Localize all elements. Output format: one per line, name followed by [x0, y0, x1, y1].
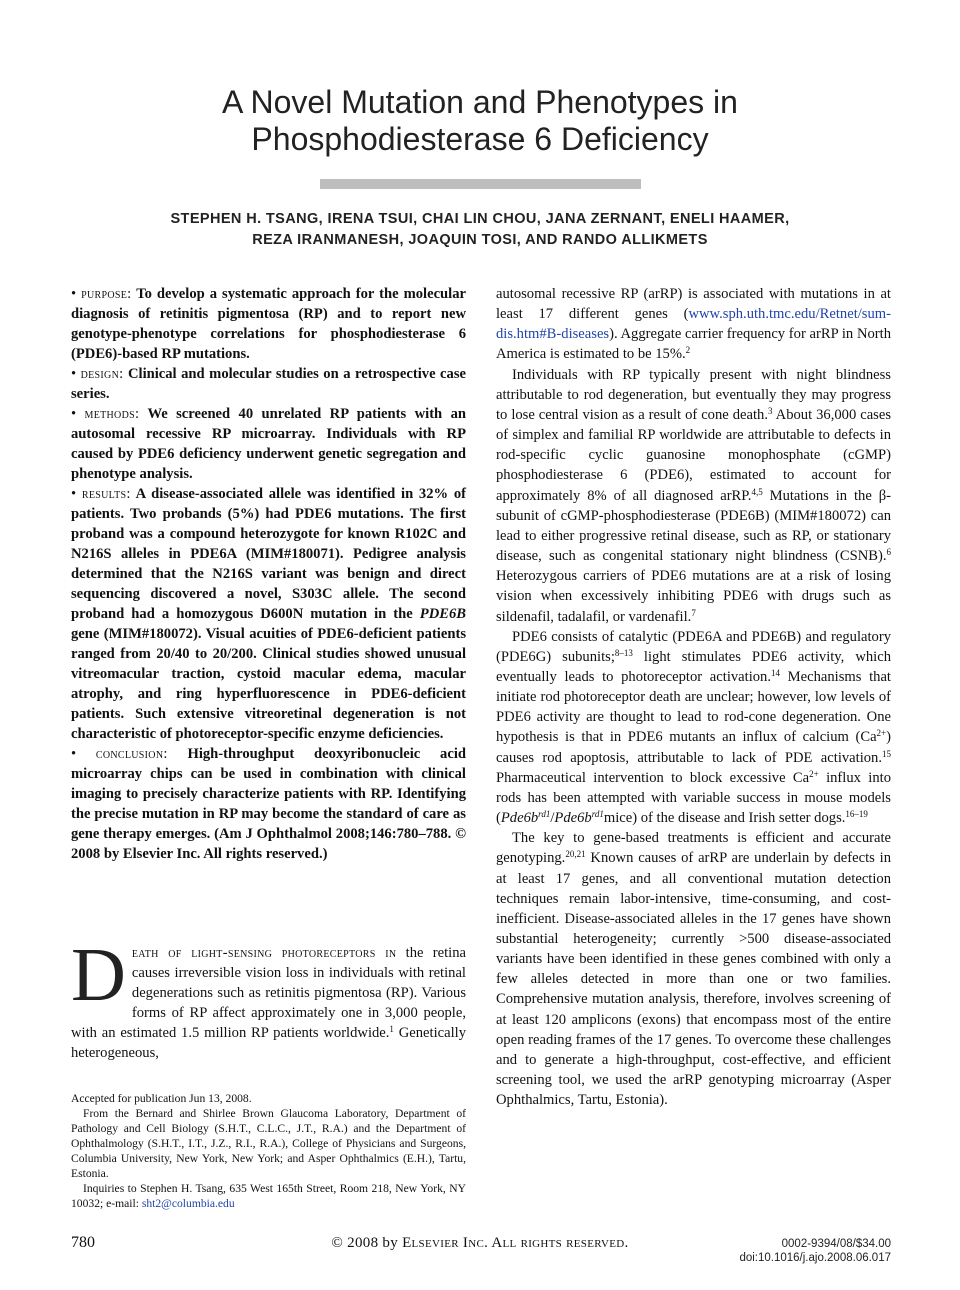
issn: 0002-9394/08/$34.00 [781, 1238, 891, 1250]
citation-ref[interactable]: 7 [691, 607, 696, 618]
issn-doi-block [739, 1237, 891, 1265]
citation-ref[interactable]: 6 [886, 547, 891, 558]
title-divider-bar [320, 179, 641, 189]
abstract-results [71, 484, 466, 744]
copyright-prefix: © 2008 by [331, 1235, 403, 1251]
p1-text-a: autosomal recessive RP (arRP) is associated with mutations in at least 17 different genes ( [496, 286, 891, 323]
inquiries-text: Inquiries to Stephen H. Tsang, 635 West 165th Street, Room 218, New York, NY 10032; e-mail: [71, 1182, 466, 1210]
author-list [0, 209, 960, 251]
citation-ref[interactable]: 4,5 [751, 486, 763, 497]
citation-ref[interactable]: 8–13 [614, 647, 633, 658]
p2-text-d: Heterozygous carriers of PDE6 mutations are at a risk of losing vision when excessively inhibiting PDE6 with drugs such as sildenafil, tadalafil, or vardenafil. [496, 568, 891, 625]
bullet-icon: • [71, 406, 77, 422]
abstract [71, 284, 466, 864]
retnet-link[interactable]: www.sph.uth.tmc.edu/Retnet/sum-dis.htm#B-diseases [496, 306, 891, 343]
conclusion-text: High-throughput deoxyribonucleic acid microarray chips can be used in combination with clinical imaging to precisely characterize patients with RP. Identifying the precise mutation in RP may become the standard of care as gene therapy emerges. [71, 746, 466, 842]
copyright-holder: Elsevier Inc. All rights reserved. [402, 1235, 629, 1251]
citation-ref[interactable]: 20,21 [565, 849, 586, 860]
allele-superscript: rd1 [591, 809, 604, 820]
intro-lead: eath of light-sensing photoreceptors in [131, 945, 397, 961]
p2-text-b: About 36,000 cases of simplex and familial RP worldwide are attributable to defects in rod-specific cyclic guanosine monophosphate (cGMP) phosphodiesterase 6 (PDE6), estimated to account for approximately 8% of all diagnosed arRP. [496, 406, 892, 504]
email-link[interactable]: sht2@columbia.edu [141, 1197, 235, 1210]
abstract-methods [71, 404, 466, 484]
design-text: Clinical and molecular studies on a retrospective case series. [71, 366, 466, 402]
footnotes [71, 1091, 466, 1211]
p3-text-c: Mechanisms that initiate rod photoreceptor death are unclear; however, low levels of PDE6 activity are thought to lead to rod-cone degeneration. One hypothesis is that in PDE6 mutants an influx of calcium (Ca [496, 668, 891, 746]
p3-text-b: light stimulates PDE6 activity, which eventually leads to photoreceptor activation. [496, 648, 892, 685]
methods-text: We screened 40 unrelated RP patients with an autosomal recessive RP microarray. Individuals with RP caused by PDE6 deficiency underwent genetic segregation and phenotype analysis. [71, 406, 466, 482]
p3-text-g: mice) of the disease and Irish setter dogs. [603, 810, 846, 827]
gene-italic: Pde6b [500, 810, 539, 827]
citation-ref[interactable]: 1 [389, 1024, 394, 1034]
body-paragraph-1 [496, 284, 891, 365]
abstract-purpose [71, 284, 466, 364]
abstract-design [71, 364, 466, 404]
title-line-2: Phosphodiesterase 6 Deficiency [251, 121, 709, 157]
bullet-icon: • [71, 366, 77, 382]
citation-ref[interactable]: 14 [771, 667, 780, 678]
citation-ref[interactable]: 15 [882, 748, 891, 759]
slash: / [550, 810, 555, 827]
bullet-icon: • [71, 746, 77, 762]
p2-text-a: Individuals with RP typically present with night blindness attributable to rod degeneration, but eventually they may progress to lose central vision as a result of cone death. [496, 366, 891, 423]
article-title [0, 84, 960, 158]
purpose-label: purpose: [81, 286, 132, 302]
footnote-accepted: Accepted for publication Jun 13, 2008. [71, 1092, 252, 1105]
results-label: results: [81, 486, 131, 502]
abstract-citation: (Am J Ophthalmol 2008;146:780–788. © 2008 by Elsevier Inc. All rights reserved.) [71, 826, 467, 862]
superscript: 2+ [809, 768, 819, 779]
p3-text-d: ) causes rod apoptosis, attributable to lack of PDE activation. [496, 729, 891, 766]
bullet-icon: • [71, 286, 77, 302]
p3-text-f: influx into rods has been attempted with variable success in mouse models ( [496, 769, 891, 827]
results-gene: PDE6B [419, 606, 466, 622]
authors-line-1: STEPHEN H. TSANG, IRENA TSUI, CHAI LIN CHOU, JANA ZERNANT, ENELI HAAMER, [170, 211, 790, 227]
right-column [496, 284, 891, 1110]
body-paragraph-3 [496, 627, 891, 829]
title-line-1: A Novel Mutation and Phenotypes in [222, 84, 738, 120]
p3-text-e: Pharmaceutical intervention to block excessive Ca [496, 769, 810, 786]
citation-ref[interactable]: 16–19 [845, 809, 868, 820]
conclusion-label: conclusion: [95, 746, 168, 762]
footnote-inquiries [71, 1181, 466, 1211]
p1-text-b: ). Aggregate carrier frequency for arRP in North America is estimated to be 15%. [496, 326, 891, 363]
citation-ref[interactable]: 3 [767, 405, 773, 416]
intro-paragraph [71, 933, 466, 1063]
methods-label: methods: [84, 406, 140, 422]
results-text-b: gene (MIM#180072). Visual acuities of PDE6-deficient patients ranged from 20/40 to 20/200. Clinical studies showed unusual vitreomacular traction, cystoid macular edema, macular atrophy, and ring hyperfluorescence in PDE6-deficient patients. Such extensive vitreoretinal degeneration is not characteristic of photoreceptor-specific enzyme deficiencies. [71, 626, 466, 742]
page-number: 780 [71, 1234, 95, 1251]
results-text-a: A disease-associated allele was identified in 32% of patients. Two probands (5%) had PDE6 mutations. The first proband was a compound heterozygote for known R102C and N216S alleles in PDE6A (MIM#180071). Pedigree analysis determined that the N216S variant was benign and direct sequencing discovered a novel, S303C allele. The second proband had a homozygous D600N mutation in the [71, 486, 466, 622]
superscript: 2+ [876, 728, 887, 739]
bullet-icon: • [71, 486, 77, 502]
abstract-conclusion [71, 744, 466, 864]
p4-text-a: The key to gene-based treatments is efficient and accurate genotyping. [496, 830, 891, 867]
footnote-affiliation: From the Bernard and Shirlee Brown Glaucoma Laboratory, Department of Pathology and Cell Biology (S.H.T., C.L.C., J.T., R.A.) and the Department of Ophthalmology (S.H.T., I.T., J.Z., R.I., R.A.), College of Physicians and Surgeons, Columbia University, New York, New York; and Asper Ophthalmics (E.H.), Tartu, Estonia. [71, 1107, 466, 1180]
allele-superscript: rd1 [538, 809, 551, 820]
p2-text-c: Mutations in the β-subunit of cGMP-phosphodiesterase (PDE6B) (MIM#180072) can lead to either progressive retinal disease, such as RP, or stationary disease, such as congenital stationary night blindness (CSNB). [496, 487, 891, 565]
purpose-text: To develop a systematic approach for the molecular diagnosis of retinitis pigmentosa (RP) and to report new genotype-phenotype correlations for phosphodiesterase 6 (PDE6)-based RP mutations. [71, 286, 466, 362]
authors-line-2: REZA IRANMANESH, JOAQUIN TOSI, AND RANDO ALLIKMETS [252, 232, 708, 248]
design-label: design: [80, 366, 124, 382]
p4-text-b: Known causes of arRP are underlain by defects in at least 17 genes, and all conventional mutation detection techniques remain labor-intensive, time-consuming, and cost-inefficient. Disease-associated alleles in the 17 genes have shown substantial heterogeneity; currently >500 disease-associated variants have been identified in these genes combined with only a few alleles detected in more than one or two families. Comprehensive mutation analysis, therefore, involves screening of at least 120 amplicons (exons) that encompass most of the entire open reading frames of the 17 genes. To overcome these challenges and to generate a high-throughput, cost-effective, and efficient screening tool, we used the arRP genotyping microarray (Asper Ophthalmics, Tartu, Estonia). [496, 850, 891, 1109]
intro-text: the retina causes irreversible vision loss in individuals with retinal degenerations such as retinitis pigmentosa (RP). Various forms of RP affect approximately one in 3,000 people, with an estimated 1.5 million RP patients worldwide. [71, 945, 466, 1041]
gene-italic: Pde6b [554, 810, 592, 827]
citation-ref[interactable]: 2 [685, 345, 691, 356]
body-paragraph-2 [496, 365, 891, 627]
body-paragraph-4 [496, 828, 891, 1110]
doi[interactable]: doi:10.1016/j.ajo.2008.06.017 [739, 1252, 891, 1264]
intro-text-end: Genetically heterogeneous, [71, 1025, 466, 1061]
drop-cap: D [71, 933, 126, 1017]
p3-text-a: PDE6 consists of catalytic (PDE6A and PDE6B) and regulatory (PDE6G) subunits; [496, 628, 891, 665]
